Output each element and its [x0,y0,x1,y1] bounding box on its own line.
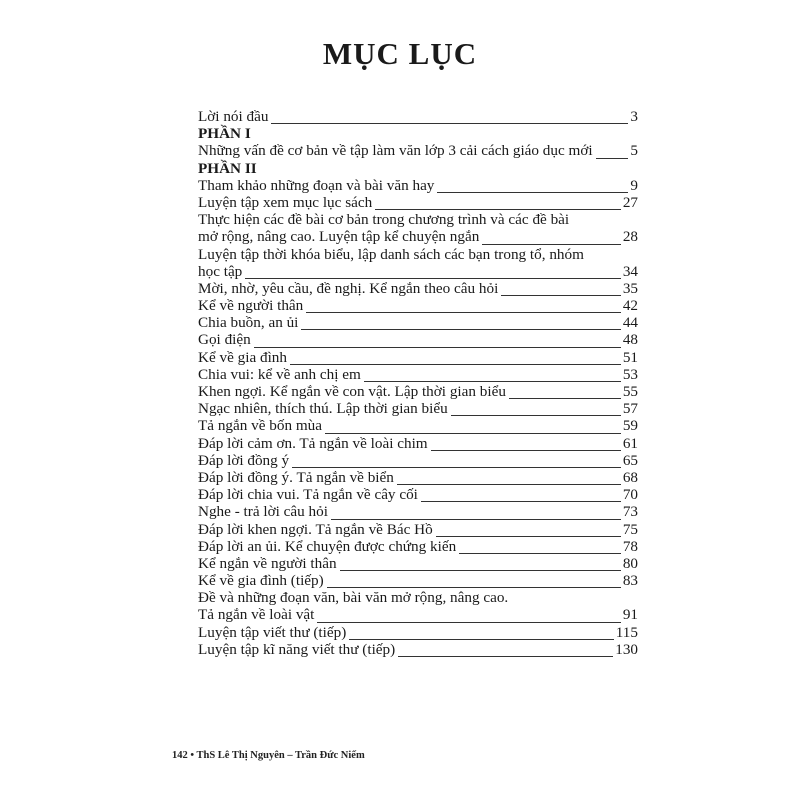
toc-entry-title: Chia buồn, an ủi [198,314,299,332]
toc-entry [198,486,638,503]
toc-entry [198,228,638,245]
toc-entry-page: 78 [622,537,638,555]
toc-leader-line [271,123,628,124]
toc-entry-title: Đáp lời an ủi. Kể chuyện được chứng kiến [198,537,457,555]
toc-entry [198,503,638,520]
toc-entry-title: Kể về người thân [198,297,304,315]
toc-entry [198,194,638,211]
toc-entry-page: 35 [622,279,638,297]
toc-leader-line [340,570,621,571]
toc-leader-line [349,639,614,640]
toc-entry-title: Đáp lời cảm ơn. Tả ngắn về loài chim [198,434,428,452]
toc-leader-line [327,587,621,588]
toc-entry-title: Kể về gia đình (tiếp) [198,572,324,590]
toc-leader-line [421,501,621,502]
toc-leader-line [317,622,621,623]
toc-entry-title: Luyện tập xem mục lục sách [198,193,373,211]
toc-entry-page: 68 [622,468,638,486]
toc-entry [198,314,638,331]
toc-entry [198,246,638,263]
toc-entry-page: 42 [622,297,638,315]
toc-entry-title: Đề và những đoạn văn, bài văn mở rộng, nâng cao. [198,589,509,607]
toc-leader-line [290,364,621,365]
toc-entry-page: 91 [622,606,638,624]
toc-entry-title: Lời nói đầu [198,108,269,125]
toc-entry-page: 34 [622,262,638,280]
toc-entry-title: PHẦN I [198,125,251,143]
toc-entry-title: Kể ngắn về người thân [198,554,337,572]
toc-entry [198,366,638,383]
toc-entry-title: Luyện tập thời khóa biểu, lập danh sách các bạn trong tổ, nhóm [198,245,584,263]
toc-entry-title: mở rộng, nâng cao. Luyện tập kể chuyện ngắn [198,228,480,246]
toc-entry-page: 61 [622,434,638,452]
toc-entry-page: 70 [622,486,638,504]
toc-leader-line [397,484,621,485]
toc-entry-page: 53 [622,365,638,383]
toc-leader-line [364,381,621,382]
toc-entry [198,400,638,417]
toc-entry [198,589,638,606]
toc-entry-page: 115 [615,623,638,641]
toc-entry-title: Đáp lời chia vui. Tả ngắn về cây cối [198,486,418,504]
toc-entry-page: 9 [630,176,638,194]
toc-entry-page: 27 [622,193,638,211]
toc-entry-title: Tham khảo những đoạn và bài văn hay [198,176,435,194]
toc-leader-line [254,347,621,348]
toc-leader-line [451,415,621,416]
toc-entry-title: học tập [198,262,243,280]
toc-entry [198,469,638,486]
toc-entry [198,538,638,555]
toc-entry-title: Đáp lời đồng ý. Tả ngắn về biển [198,468,394,486]
toc-leader-line [325,433,621,434]
toc-entry-page: 48 [622,331,638,349]
toc-entry-page: 130 [615,640,638,658]
toc-entry [198,624,638,641]
toc-entry-page: 73 [622,503,638,521]
toc-entry-title: Tả ngắn về loài vật [198,606,315,624]
toc-entry-title: Thực hiện các đề bài cơ bản trong chương trình và các đề bài [198,211,570,229]
toc-entry-title: Ngạc nhiên, thích thú. Lập thời gian biểu [198,400,448,418]
toc-entry [198,331,638,348]
toc-entry-title: Tả ngắn về bốn mùa [198,417,322,435]
toc-entry [198,417,638,434]
toc-entry [198,142,638,159]
toc-leader-line [245,278,621,279]
toc-entry-page: 3 [630,108,638,125]
table-of-contents [198,108,638,658]
toc-leader-line [301,329,621,330]
toc-entry [198,280,638,297]
toc-entry [198,452,638,469]
toc-leader-line [331,519,621,520]
toc-entry-page: 65 [622,451,638,469]
toc-entry-page: 59 [622,417,638,435]
toc-entry [198,521,638,538]
toc-entry [198,641,638,658]
toc-leader-line [398,656,613,657]
page-footer: 142 • ThS Lê Thị Nguyên – Trần Đức Niếm [172,750,365,761]
toc-entry-title: Mời, nhờ, yêu cầu, đề nghị. Kể ngắn theo câu hỏi [198,279,499,297]
toc-leader-line [459,553,621,554]
toc-leader-line [306,312,621,313]
toc-part-heading [198,160,638,177]
toc-entry [198,435,638,452]
toc-entry [198,177,638,194]
toc-entry-page: 28 [622,228,638,246]
toc-entry-title: Đáp lời đồng ý [198,451,290,469]
toc-leader-line [431,450,621,451]
toc-entry-title: Những vấn đề cơ bản về tập làm văn lớp 3 cải cách giáo dục mới [198,142,593,160]
toc-leader-line [509,398,621,399]
toc-leader-line [436,536,621,537]
toc-entry-page: 44 [622,314,638,332]
toc-leader-line [437,192,628,193]
toc-entry [198,297,638,314]
toc-entry-title: Khen ngợi. Kể ngắn về con vật. Lập thời gian biểu [198,383,506,400]
toc-leader-line [501,295,621,296]
toc-entry-page: 75 [622,520,638,538]
toc-leader-line [292,467,621,468]
toc-entry-title: Gọi điện [198,331,251,349]
toc-entry-page: 80 [622,554,638,572]
toc-entry-title: PHẦN II [198,159,257,177]
toc-leader-line [482,244,621,245]
toc-entry [198,606,638,623]
toc-entry-page: 5 [630,142,638,160]
toc-entry-title: Nghe - trả lời câu hỏi [198,503,328,521]
page-title: MỤC LỤC [322,36,478,71]
toc-entry-title: Luyện tập kĩ năng viết thư (tiếp) [198,640,396,658]
toc-entry-page: 51 [622,348,638,366]
toc-entry-page: 57 [622,400,638,418]
toc-entry-title: Kể về gia đình [198,348,287,366]
toc-entry-title: Đáp lời khen ngợi. Tả ngắn về Bác Hồ [198,520,433,538]
toc-entry-page: 55 [622,383,638,400]
toc-entry [198,555,638,572]
toc-entry [198,108,638,125]
toc-leader-line [596,158,628,159]
toc-entry [198,263,638,280]
toc-entry [198,349,638,366]
toc-entry [198,211,638,228]
toc-entry-page: 83 [622,572,638,590]
toc-entry-title: Chia vui: kể về anh chị em [198,365,361,383]
toc-part-heading [198,125,638,142]
toc-entry-title: Luyện tập viết thư (tiếp) [198,623,347,641]
toc-entry [198,572,638,589]
toc-entry [198,383,638,400]
toc-leader-line [375,209,621,210]
